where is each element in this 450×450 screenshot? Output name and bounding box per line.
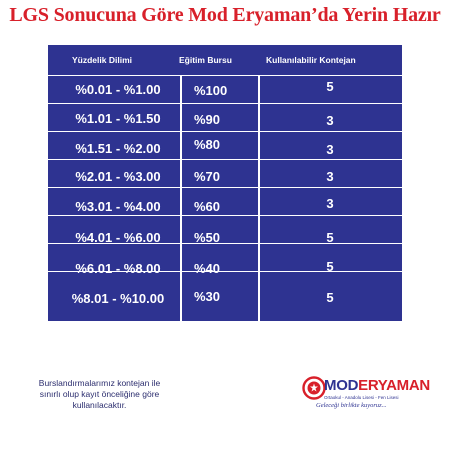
column-divider — [258, 75, 260, 321]
logo-wordmark — [324, 377, 430, 394]
table-row — [48, 271, 402, 321]
percentile-cell: %8.01 - %10.00 — [71, 291, 165, 306]
header-scholarship: Eğitim Bursu — [179, 55, 232, 65]
page-title: LGS Sonucuna Göre Mod Eryaman’da Yerin Hazır — [9, 4, 441, 26]
logo-name-mod: MOD — [324, 377, 359, 394]
percentile-cell: %2.01 - %3.00 — [75, 169, 161, 184]
percentile-cell: %0.01 - %1.00 — [75, 82, 161, 97]
table-row — [48, 75, 402, 103]
percentile-cell: %3.01 - %4.00 — [75, 199, 161, 214]
scholarship-cell: %100 — [194, 83, 228, 98]
quota-cell: 5 — [326, 230, 334, 245]
quota-cell: 5 — [326, 79, 334, 94]
table-row — [48, 103, 402, 131]
percentile-cell: %6.01 - %8.00 — [75, 261, 161, 276]
scholarship-cell: %70 — [194, 169, 221, 184]
logo-subtitle: Ortaokul - Anadolu Lisesi - Fen Lisesi — [324, 395, 399, 400]
scholarship-cell: %60 — [194, 199, 221, 214]
school-logo — [302, 374, 442, 414]
table-row — [48, 187, 402, 215]
logo-name-eryaman: ERYAMAN — [358, 377, 430, 394]
logo-slogan: Geleceği birlikte kuyoruz... — [316, 402, 387, 409]
quota-note-line: Burslandırmalarımız kontejan ile — [38, 378, 161, 388]
percentile-cell: %1.51 - %2.00 — [75, 141, 161, 156]
table-row — [48, 131, 402, 159]
quota-cell: 5 — [326, 290, 334, 305]
scholarship-table — [48, 45, 402, 321]
header-percentile: Yüzdelik Dilimi — [72, 55, 132, 65]
table-row — [48, 215, 402, 243]
percentile-cell: %1.01 - %1.50 — [75, 111, 161, 126]
quota-note-line: kullanılacaktır. — [72, 400, 127, 410]
quota-cell: 3 — [326, 142, 334, 157]
table-row — [48, 159, 402, 187]
quota-cell: 3 — [326, 196, 334, 211]
quota-cell: 5 — [326, 259, 334, 274]
table-row — [48, 243, 402, 276]
quota-note — [12, 378, 187, 411]
moderyaman-crest-icon — [302, 376, 326, 400]
header-quota: Kullanılabilir Kontejan — [266, 55, 356, 65]
quota-cell: 3 — [326, 169, 334, 184]
quota-cell: 3 — [326, 113, 334, 128]
scholarship-cell: %40 — [194, 261, 221, 276]
scholarship-cell: %50 — [194, 230, 221, 245]
column-divider — [180, 75, 182, 321]
percentile-cell: %4.01 - %6.00 — [75, 230, 161, 245]
scholarship-cell: %30 — [194, 289, 221, 304]
quota-note-line: sınırlı olup kayıt önceliğine göre — [39, 389, 160, 399]
scholarship-cell: %90 — [194, 112, 221, 127]
scholarship-cell: %80 — [194, 137, 221, 152]
table-header — [48, 45, 402, 75]
